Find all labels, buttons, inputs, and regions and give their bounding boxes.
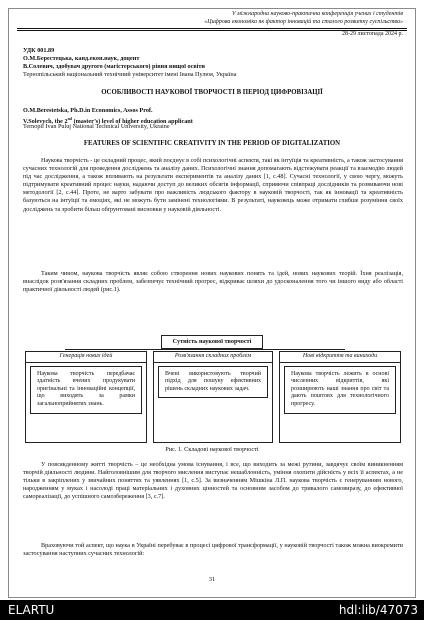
figure-caption: Рис. 1. Складові наукової творчості (165, 446, 259, 453)
diagram-box-discoveries-title: Нові відкриття та винаходи (280, 352, 400, 363)
diagram-box-discoveries-text: Наукова творчість лежить в основі численних відкриттів, які розширюють наші знання про світ та дають поштовх для технологічного прогресу. (291, 370, 389, 407)
diagram-box-problems (153, 351, 273, 443)
diagram-box-discoveries (279, 351, 401, 443)
footer-handle: hdl:lib/47073 (338, 603, 418, 617)
diagram-box-ideas-text: Наукова творчість передбачає здатність вчених продукувати оригінальні та інноваційні концепції, що виходять за рамки загальноприйнятих знань. (37, 370, 135, 407)
footer-repository-name: ELARTU (8, 603, 55, 617)
page-number: 31 (208, 576, 216, 583)
title-en: FEATURES OF SCIENTIFIC CREATIVITY IN THE PERIOD OF DIGITALIZATION (83, 140, 341, 147)
diagram-box-problems-text: Вчені використовують творчий підхід для пошуку ефективних рішень складних наукових задач. (165, 370, 261, 392)
author-uk-1: О.М.Берестецька, канд.екон.наук, доцент (23, 55, 140, 62)
affiliation-en: Ternopil Ivan Puluj National Technical University, Ukraine (23, 123, 170, 130)
diagram-connector (65, 349, 345, 350)
author-en-1: O.M.Berestetska, Ph.D.in Economics, Assos Prof. (23, 107, 153, 114)
repository-footer (0, 600, 424, 620)
paragraph-1: Наукова творчість - це складний процес, який поєднує в собі психологічні аспекти, такі як інтуїція та креативність, а також застосування сучасних технологій для проведення досліджень та аналізу даних. Психологічні знання допомагають відстежувати реакції та взаємодію людей під час дослідження, а також впливають на результати експериментів та аналізу даних [1, с.48]. Сучасні технології, у свою чергу, можуть підтримувати креативний процес науки, надаючи доступ до великих обсягів інформації, сприяючи співпраці дослідників та розвиваючи нові методології [2, с.44]. Проте, не варто забувати про важливість людського фактору в науковій творчості, так як інновації та креативність базуються на інтуїції та емоціях, які не можуть бути замінені технологіями. В результаті, науковець може отримати глибше розуміння своїх досліджень та зробити більш обґрунтовані висновки у науковій діяльності. (23, 157, 403, 213)
figure-diagram (21, 335, 403, 445)
author-uk-2: В.Солевич, здобувач другого (магістерського) рівня вищої освіти (23, 63, 205, 70)
udc-code: УДК 001.89 (23, 47, 55, 54)
running-header-theme: «Цифрова економіка як фактор інновацій та сталого розвитку суспільства» (204, 19, 403, 25)
diagram-box-ideas (25, 351, 147, 443)
diagram-box-ideas-title: Генерація нових ідей (26, 352, 146, 363)
diagram-box-problems-title: Розв'язання складних проблем (154, 352, 272, 363)
running-header-conference: V міжнародна науково-практична конференція учених і студентів (231, 11, 403, 17)
paragraph-2: Таким чином, наукова творчість являє собою створення нових наукових понять та ідей, нових наукових теорій. Їхня реалізація, внаслідок розв'язання складних проблем, забезпечує технічний прогрес, відкриває шляхи до удосконалення того чи іншого виду або області практичної діяльності людей (рис.1). (23, 270, 403, 294)
document-page (8, 8, 416, 598)
paragraph-3: У повсякденному житті творчість – це необхідна умова існування, і все, що виходить за межі рутини, завдячує своїм виникненням творчій діяльності людини. Найголовнішим для творчого мислення виступає нешаблонність, уміння охопити дійсність у всіх її аспектах, а не тільки в закріплених у звичайних поняттях та уявленнях [1, с.5]. За визначенням Мішкіна Л.П. наукова творчість є генеруванням нового, народженням у муках і насолоді праці матеріальних і духовних цінностей та основним засобом до тривалого самовиразу, до ефективної самореалізації, до успішного самозбереження [3, с.7]. (23, 461, 403, 501)
paragraph-4: Враховуючи той аспект, що наука в Україні перебуває в процесі цифрової трансформації, у науковій творчості також можна виокремити застосування наступних сучасних технологій: (23, 542, 403, 558)
author-en-2: V.Solevych, the 2nd (master’s) level of higher education applicant (23, 116, 193, 126)
affiliation-uk: Тернопільський національний технічний університет імені Івана Пулюя, Україна (23, 71, 237, 78)
diagram-title: Сутність наукової творчості (161, 335, 263, 349)
running-header-date: 28-29 листопада 2024 р. (342, 31, 403, 37)
title-uk: ОСОБЛИВОСТІ НАУКОВОЇ ТВОРЧОСТІ В ПЕРІОД ЦИФРОВІЗАЦІЇ (101, 89, 323, 96)
